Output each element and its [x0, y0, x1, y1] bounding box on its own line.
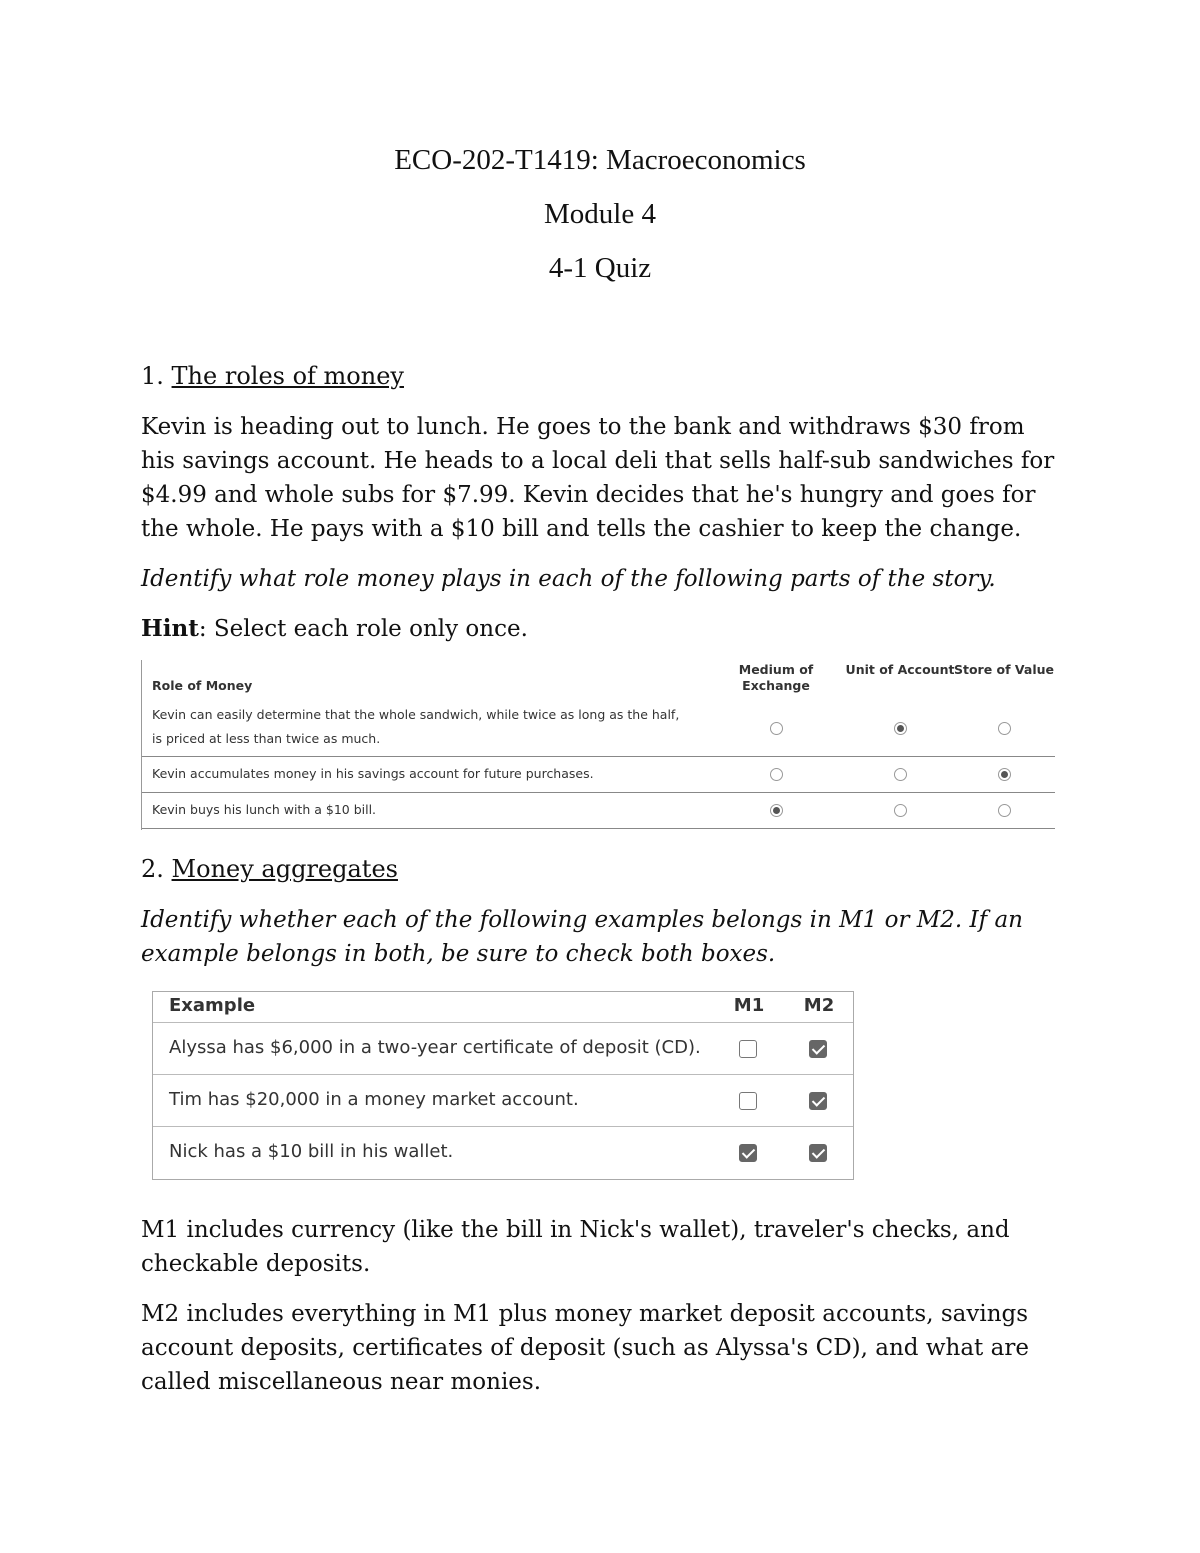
m1-header: M1 [733, 995, 765, 1016]
radio-medium-of-exchange[interactable] [770, 804, 783, 817]
hint-text: : Select each role only once. [198, 616, 528, 642]
example-text: Nick has a $10 bill in his wallet. [169, 1141, 454, 1162]
store-of-value-header: Store of Value [953, 662, 1055, 677]
role-of-money-header: Role of Money [152, 678, 253, 693]
q2-instruction: Identify whether each of the following examples belongs in M1 or M2. If an example belongs in both, be sure to check both boxes. [141, 907, 1023, 967]
radio-unit-of-account[interactable] [894, 804, 907, 817]
table-row [153, 1127, 853, 1178]
q1-number: 1. [141, 362, 164, 390]
table-row [153, 1023, 853, 1075]
m2-checkbox[interactable] [809, 1144, 827, 1162]
q2-title: Money aggregates [171, 855, 398, 883]
radio-store-of-value[interactable] [998, 722, 1011, 735]
radio-unit-of-account[interactable] [894, 722, 907, 735]
m2-checkbox[interactable] [809, 1092, 827, 1110]
table-row [142, 758, 1055, 793]
m1-checkbox[interactable] [739, 1092, 757, 1110]
hint-label: Hint [141, 615, 199, 642]
unit-of-account-header: Unit of Account [845, 662, 955, 677]
m2-header: M2 [803, 995, 835, 1016]
m1-checkbox[interactable] [739, 1040, 757, 1058]
radio-medium-of-exchange[interactable] [770, 722, 783, 735]
q2-number: 2. [141, 855, 164, 883]
aggregates-table [152, 991, 854, 1180]
q1-title: The roles of money [171, 362, 404, 390]
medium-of-exchange-header: Medium of Exchange [738, 662, 814, 693]
roles-table [141, 660, 1055, 830]
table-row [153, 1075, 853, 1127]
example-text: Tim has $20,000 in a money market account. [169, 1089, 579, 1110]
q1-heading [141, 362, 404, 390]
table-row [142, 702, 1055, 757]
example-text: Alyssa has $6,000 in a two-year certificate of deposit (CD). [169, 1037, 701, 1058]
m2-note: M2 includes everything in M1 plus money market deposit accounts, savings account deposits, certificates of deposit (such as Alyssa's CD), and what are called miscellaneous near monies. [141, 1301, 1029, 1395]
example-header: Example [169, 995, 256, 1016]
role-row-text: Kevin buys his lunch with a $10 bill. [152, 802, 377, 817]
role-row-text: Kevin can easily determine that the whole sandwich, while twice as long as the half, is priced at less than twice as much. [152, 707, 680, 746]
m1-note: M1 includes currency (like the bill in Nick's wallet), traveler's checks, and checkable deposits. [141, 1217, 1010, 1277]
role-row-text: Kevin accumulates money in his savings account for future purchases. [152, 766, 594, 781]
q1-hint [141, 612, 1061, 646]
q1-instruction: Identify what role money plays in each of the following parts of the story. [141, 566, 996, 592]
aggregates-header-row [153, 992, 853, 1023]
roles-table-header [142, 660, 1055, 702]
radio-store-of-value[interactable] [998, 804, 1011, 817]
m2-checkbox[interactable] [809, 1040, 827, 1058]
radio-medium-of-exchange[interactable] [770, 768, 783, 781]
radio-unit-of-account[interactable] [894, 768, 907, 781]
q1-story: Kevin is heading out to lunch. He goes to the bank and withdraws $30 from his savings account. He heads to a local deli that sells half-sub sandwiches for $4.99 and whole subs for $7.99. Kevin decides that he's hungry and goes for the whole. He pays with a $10 bill and tells the cashier to keep the change. [141, 414, 1055, 542]
m1-checkbox[interactable] [739, 1144, 757, 1162]
q2-heading [141, 855, 398, 883]
table-row [142, 794, 1055, 829]
quiz-title: 4-1 Quiz [548, 252, 652, 284]
radio-store-of-value[interactable] [998, 768, 1011, 781]
module-title: Module 4 [544, 198, 656, 230]
course-title: ECO-202-T1419: Macroeconomics [394, 144, 806, 176]
